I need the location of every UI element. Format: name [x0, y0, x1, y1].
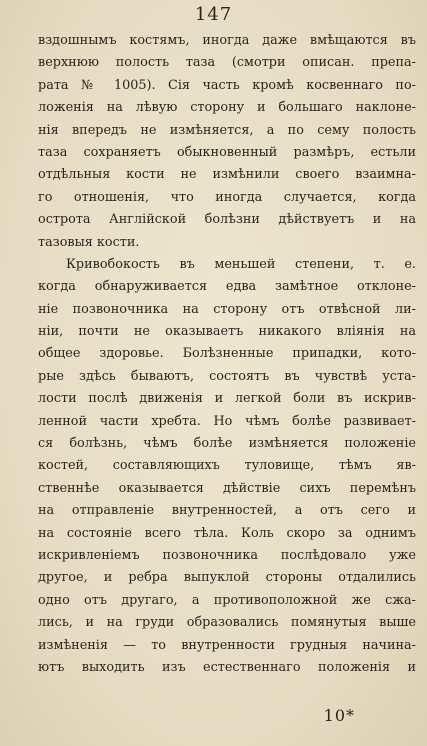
- signature-mark: 10*: [323, 706, 355, 725]
- page-number: 147: [194, 4, 233, 25]
- text-line: тазовыя кости.: [38, 234, 140, 250]
- text-line: верхнюю полость таза (смотри описан. препа-: [38, 55, 416, 71]
- text-line: ленной части хребта. Но чѣмъ болѣе развивает-: [38, 413, 416, 429]
- text-line: рата № 1005). Сія часть кромѣ косвеннаго по-: [38, 77, 416, 93]
- text-line: ютъ выходить изъ естественнаго положенія и: [38, 659, 416, 675]
- text-line: острота Англійской болѣзни дѣйствуетъ и на: [38, 212, 416, 228]
- text-line: искривленіемъ позвоночника послѣдовало уже: [38, 547, 416, 563]
- text-line: ся болѣзнь, чѣмъ болѣе измѣняется положеніе: [38, 436, 416, 452]
- text-line: вздошнымъ костямъ, иногда даже вмѣщаются въ: [38, 33, 416, 48]
- text-line: другое, и ребра выпуклой стороны отдалились: [38, 570, 416, 586]
- text-line: таза сохраняетъ обыкновенный размѣръ, естьли: [38, 144, 416, 160]
- text-line: одно отъ другаго, а противоположной же сжа-: [38, 592, 416, 608]
- paragraph: [38, 254, 416, 679]
- text-line: лись, и на груди образовались помянутыя выше: [38, 615, 416, 631]
- text-line: костей, составляющихъ туловище, тѣмъ яв-: [38, 458, 416, 474]
- text-line: Кривобокость въ меньшей степени, т. е.: [66, 256, 416, 272]
- text-line: ственнѣе оказывается дѣйствіе сихъ перемѣнъ: [38, 480, 416, 496]
- text-line: на отправленіе внутренностей, а отъ сего и: [38, 503, 416, 519]
- text-line: ніи, почти не оказываетъ никакого вліянія на: [38, 324, 416, 340]
- paragraph: [38, 30, 416, 254]
- text-line: общее здоровье. Болѣзненные припадки, кото-: [38, 346, 416, 362]
- text-line: го отношенія, что иногда случается, когда: [38, 189, 416, 205]
- text-line: нія впередъ не измѣняется, а по сему полость: [38, 122, 416, 138]
- text-line: рые здѣсь бываютъ, состоятъ въ чувствѣ уста-: [38, 368, 416, 384]
- text-line: лости послѣ движенія и легкой боли въ искрив-: [38, 391, 416, 407]
- text-line: измѣненія — то внутренности грудныя начина-: [38, 637, 416, 653]
- text-line: ніе позвоночника на сторону отъ отвѣсной ли-: [38, 301, 416, 317]
- text-line: на состояніе всего тѣла. Коль скоро за однимъ: [38, 525, 416, 541]
- text-line: отдѣльныя кости не измѣнили своего взаимна-: [38, 167, 416, 183]
- body-text: [38, 30, 416, 679]
- text-line: ложенія на лѣвую сторону и большаго наклоне-: [38, 100, 416, 116]
- text-line: когда обнаруживается едва замѣтное отклоне-: [38, 279, 416, 295]
